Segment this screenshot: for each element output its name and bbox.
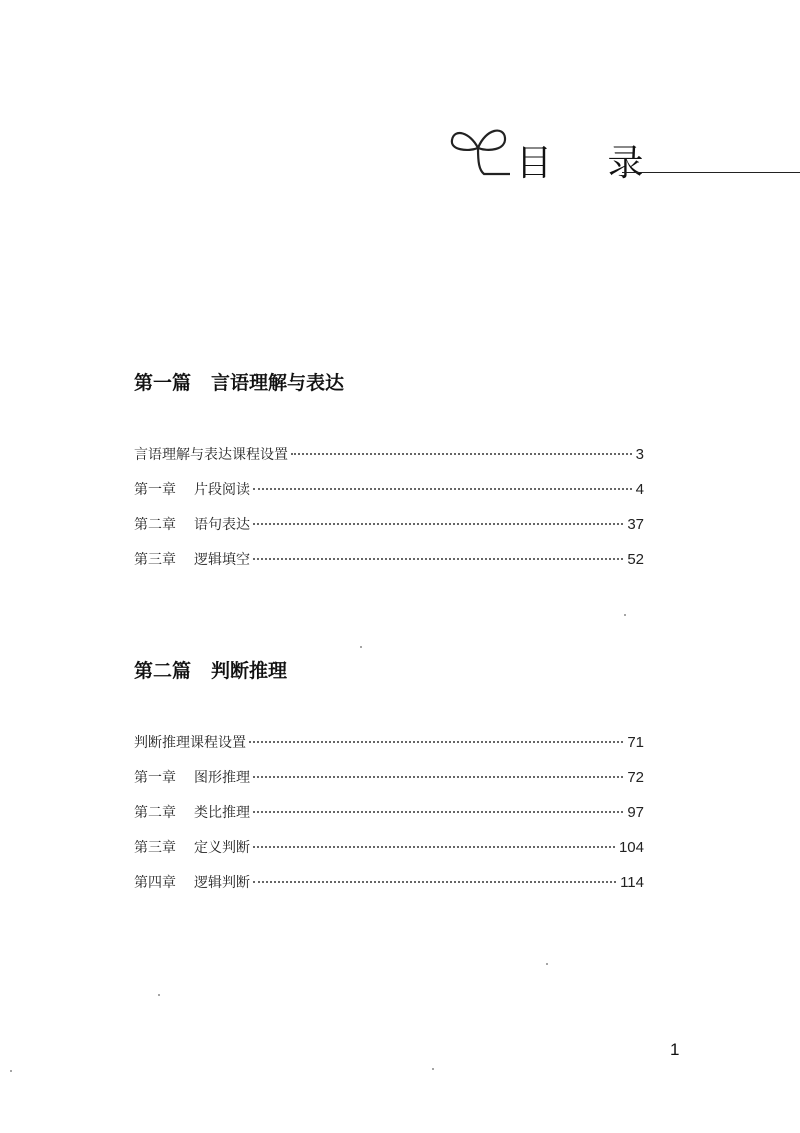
toc-entry-label <box>134 473 250 508</box>
toc-entry[interactable] <box>134 760 644 795</box>
part-section <box>134 653 644 900</box>
scan-speck <box>432 1068 434 1070</box>
dot-leader <box>253 846 615 848</box>
entry-page-number: 72 <box>627 769 644 786</box>
entry-title: 图形推理 <box>194 770 250 786</box>
entry-chapter: 第二章 <box>134 517 176 533</box>
dot-leader <box>253 881 616 883</box>
scan-speck <box>546 963 548 965</box>
toc-entry-label <box>134 831 250 866</box>
toc-entry[interactable] <box>134 725 644 760</box>
entry-page-number: 97 <box>627 804 644 821</box>
entry-page-number: 4 <box>635 481 644 498</box>
scan-speck <box>10 1070 12 1072</box>
title-rule <box>622 172 800 173</box>
entry-chapter: 第三章 <box>134 840 176 856</box>
scan-speck <box>360 646 362 648</box>
entry-title: 语句表达 <box>194 517 250 533</box>
entry-title: 类比推理 <box>194 805 250 821</box>
page-title: 目 录 <box>516 143 666 184</box>
toc-entry[interactable] <box>134 795 644 830</box>
dot-leader <box>253 776 623 778</box>
dot-leader <box>249 741 623 743</box>
entry-page-number: 3 <box>635 446 644 463</box>
toc-entry[interactable] <box>134 507 644 542</box>
entry-title: 定义判断 <box>194 840 250 856</box>
toc-entry-label <box>134 508 250 543</box>
toc-entry-label <box>134 796 250 831</box>
entry-chapter: 第一章 <box>134 482 176 498</box>
toc-entry[interactable] <box>134 542 644 577</box>
entry-title: 言语理解与表达课程设置 <box>134 447 288 463</box>
entry-chapter: 第四章 <box>134 875 176 891</box>
entry-title: 片段阅读 <box>194 482 250 498</box>
toc-entry-label <box>134 761 250 796</box>
part-number: 第二篇 <box>134 660 192 682</box>
entry-page-number: 104 <box>618 839 644 856</box>
entry-title: 逻辑填空 <box>194 552 250 568</box>
entry-page-number: 37 <box>627 516 644 533</box>
toc-entry[interactable] <box>134 472 644 507</box>
dot-leader <box>253 811 623 813</box>
part-name: 言语理解与表达 <box>211 372 345 394</box>
entry-page-number: 71 <box>627 734 644 751</box>
part-title <box>134 653 644 689</box>
toc-entry[interactable] <box>134 865 644 900</box>
scan-speck <box>158 994 160 996</box>
toc-entry-label <box>134 543 250 578</box>
dot-leader <box>291 453 632 455</box>
sprout-icon <box>448 118 510 188</box>
toc-list <box>134 437 644 577</box>
part-section <box>134 365 644 577</box>
toc-entry[interactable] <box>134 830 644 865</box>
toc-entry-label <box>134 438 288 473</box>
dot-leader <box>253 558 623 560</box>
entry-chapter: 第二章 <box>134 805 176 821</box>
part-number: 第一篇 <box>134 372 192 394</box>
part-title <box>134 365 644 401</box>
entry-chapter: 第一章 <box>134 770 176 786</box>
scan-speck <box>624 614 626 616</box>
toc-list <box>134 725 644 900</box>
entry-page-number: 52 <box>627 551 644 568</box>
toc-header <box>440 118 800 198</box>
toc-entry[interactable] <box>134 437 644 472</box>
part-name: 判断推理 <box>211 660 288 682</box>
entry-title: 逻辑判断 <box>194 875 250 891</box>
dot-leader <box>253 488 632 490</box>
toc-entry-label <box>134 866 250 901</box>
entry-page-number: 114 <box>620 874 644 891</box>
toc-entry-label <box>134 726 246 761</box>
page-number: 1 <box>670 1040 680 1059</box>
dot-leader <box>253 523 623 525</box>
entry-title: 判断推理课程设置 <box>134 735 246 751</box>
entry-chapter: 第三章 <box>134 552 176 568</box>
